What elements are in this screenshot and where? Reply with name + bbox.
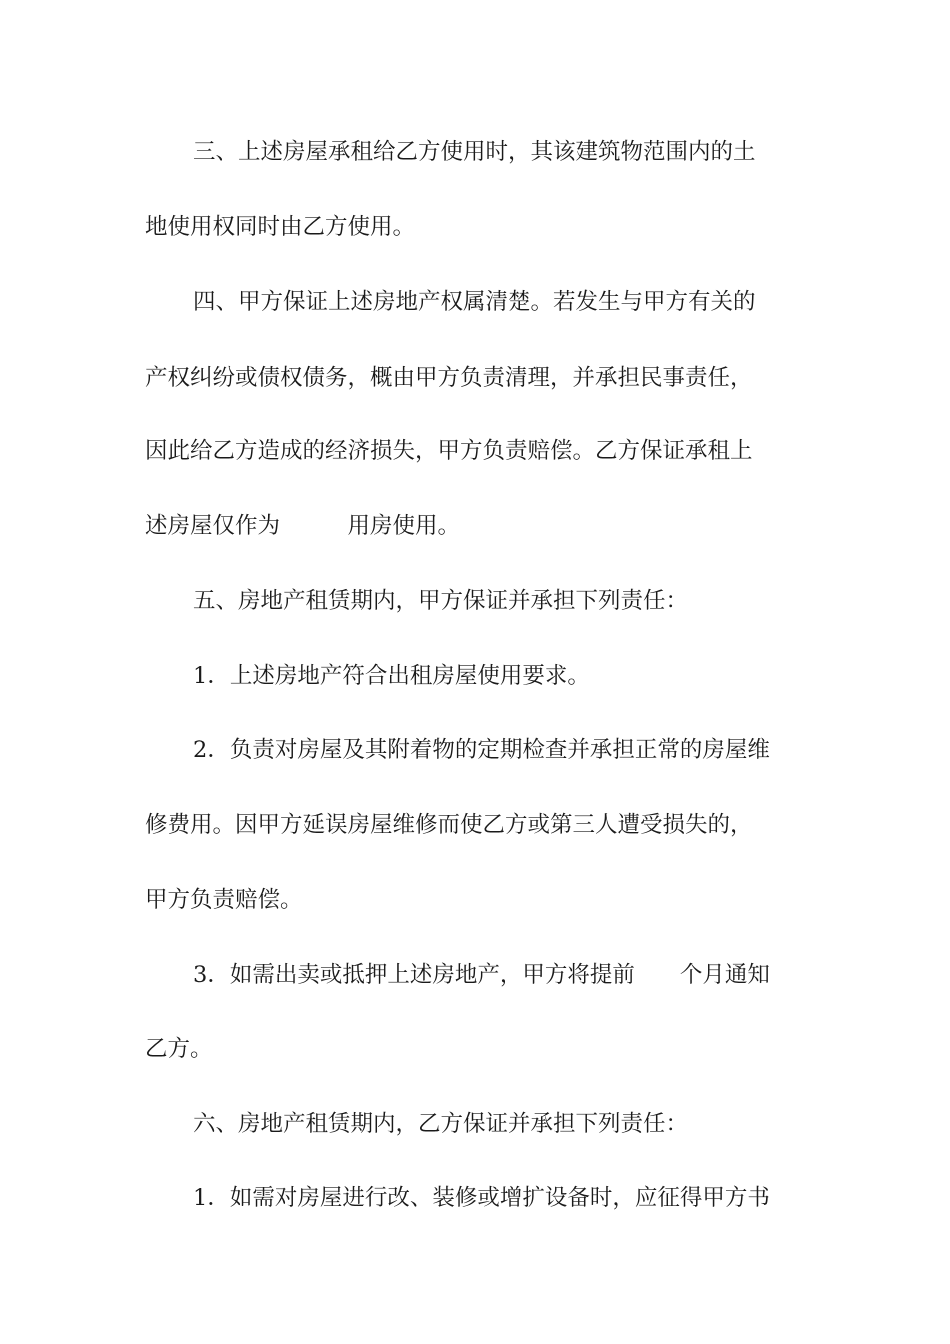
paragraph-line: 述房屋仅作为 用房使用。	[145, 513, 461, 539]
paragraph-line: 地使用权同时由乙方使用。	[145, 214, 416, 240]
paragraph-line: 六、房地产租赁期内，乙方保证并承担下列责任：	[193, 1111, 689, 1137]
paragraph-line: 1．上述房地产符合出租房屋使用要求。	[193, 663, 590, 689]
paragraph-line: 1．如需对房屋进行改、装修或增扩设备时，应征得甲方书	[193, 1185, 770, 1211]
paragraph-line: 修费用。因甲方延误房屋维修而使乙方或第三人遭受损失的，	[145, 812, 753, 838]
paragraph-line: 四、甲方保证上述房地产权属清楚。若发生与甲方有关的	[193, 289, 756, 315]
paragraph-line: 因此给乙方造成的经济损失，甲方负责赔偿。乙方保证承租上	[145, 438, 753, 464]
paragraph-line: 2．负责对房屋及其附着物的定期检查并承担正常的房屋维	[193, 737, 770, 763]
paragraph-line: 五、房地产租赁期内，甲方保证并承担下列责任：	[193, 588, 689, 614]
paragraph-line: 产权纠纷或债权债务，概由甲方负责清理，并承担民事责任，	[145, 365, 753, 391]
paragraph-line: 甲方负责赔偿。	[145, 887, 303, 913]
paragraph-line: 3．如需出卖或抵押上述房地产，甲方将提前 个月通知	[193, 962, 770, 988]
paragraph-line: 三、上述房屋承租给乙方使用时，其该建筑物范围内的土	[193, 139, 756, 165]
paragraph-line: 乙方。	[145, 1036, 213, 1062]
